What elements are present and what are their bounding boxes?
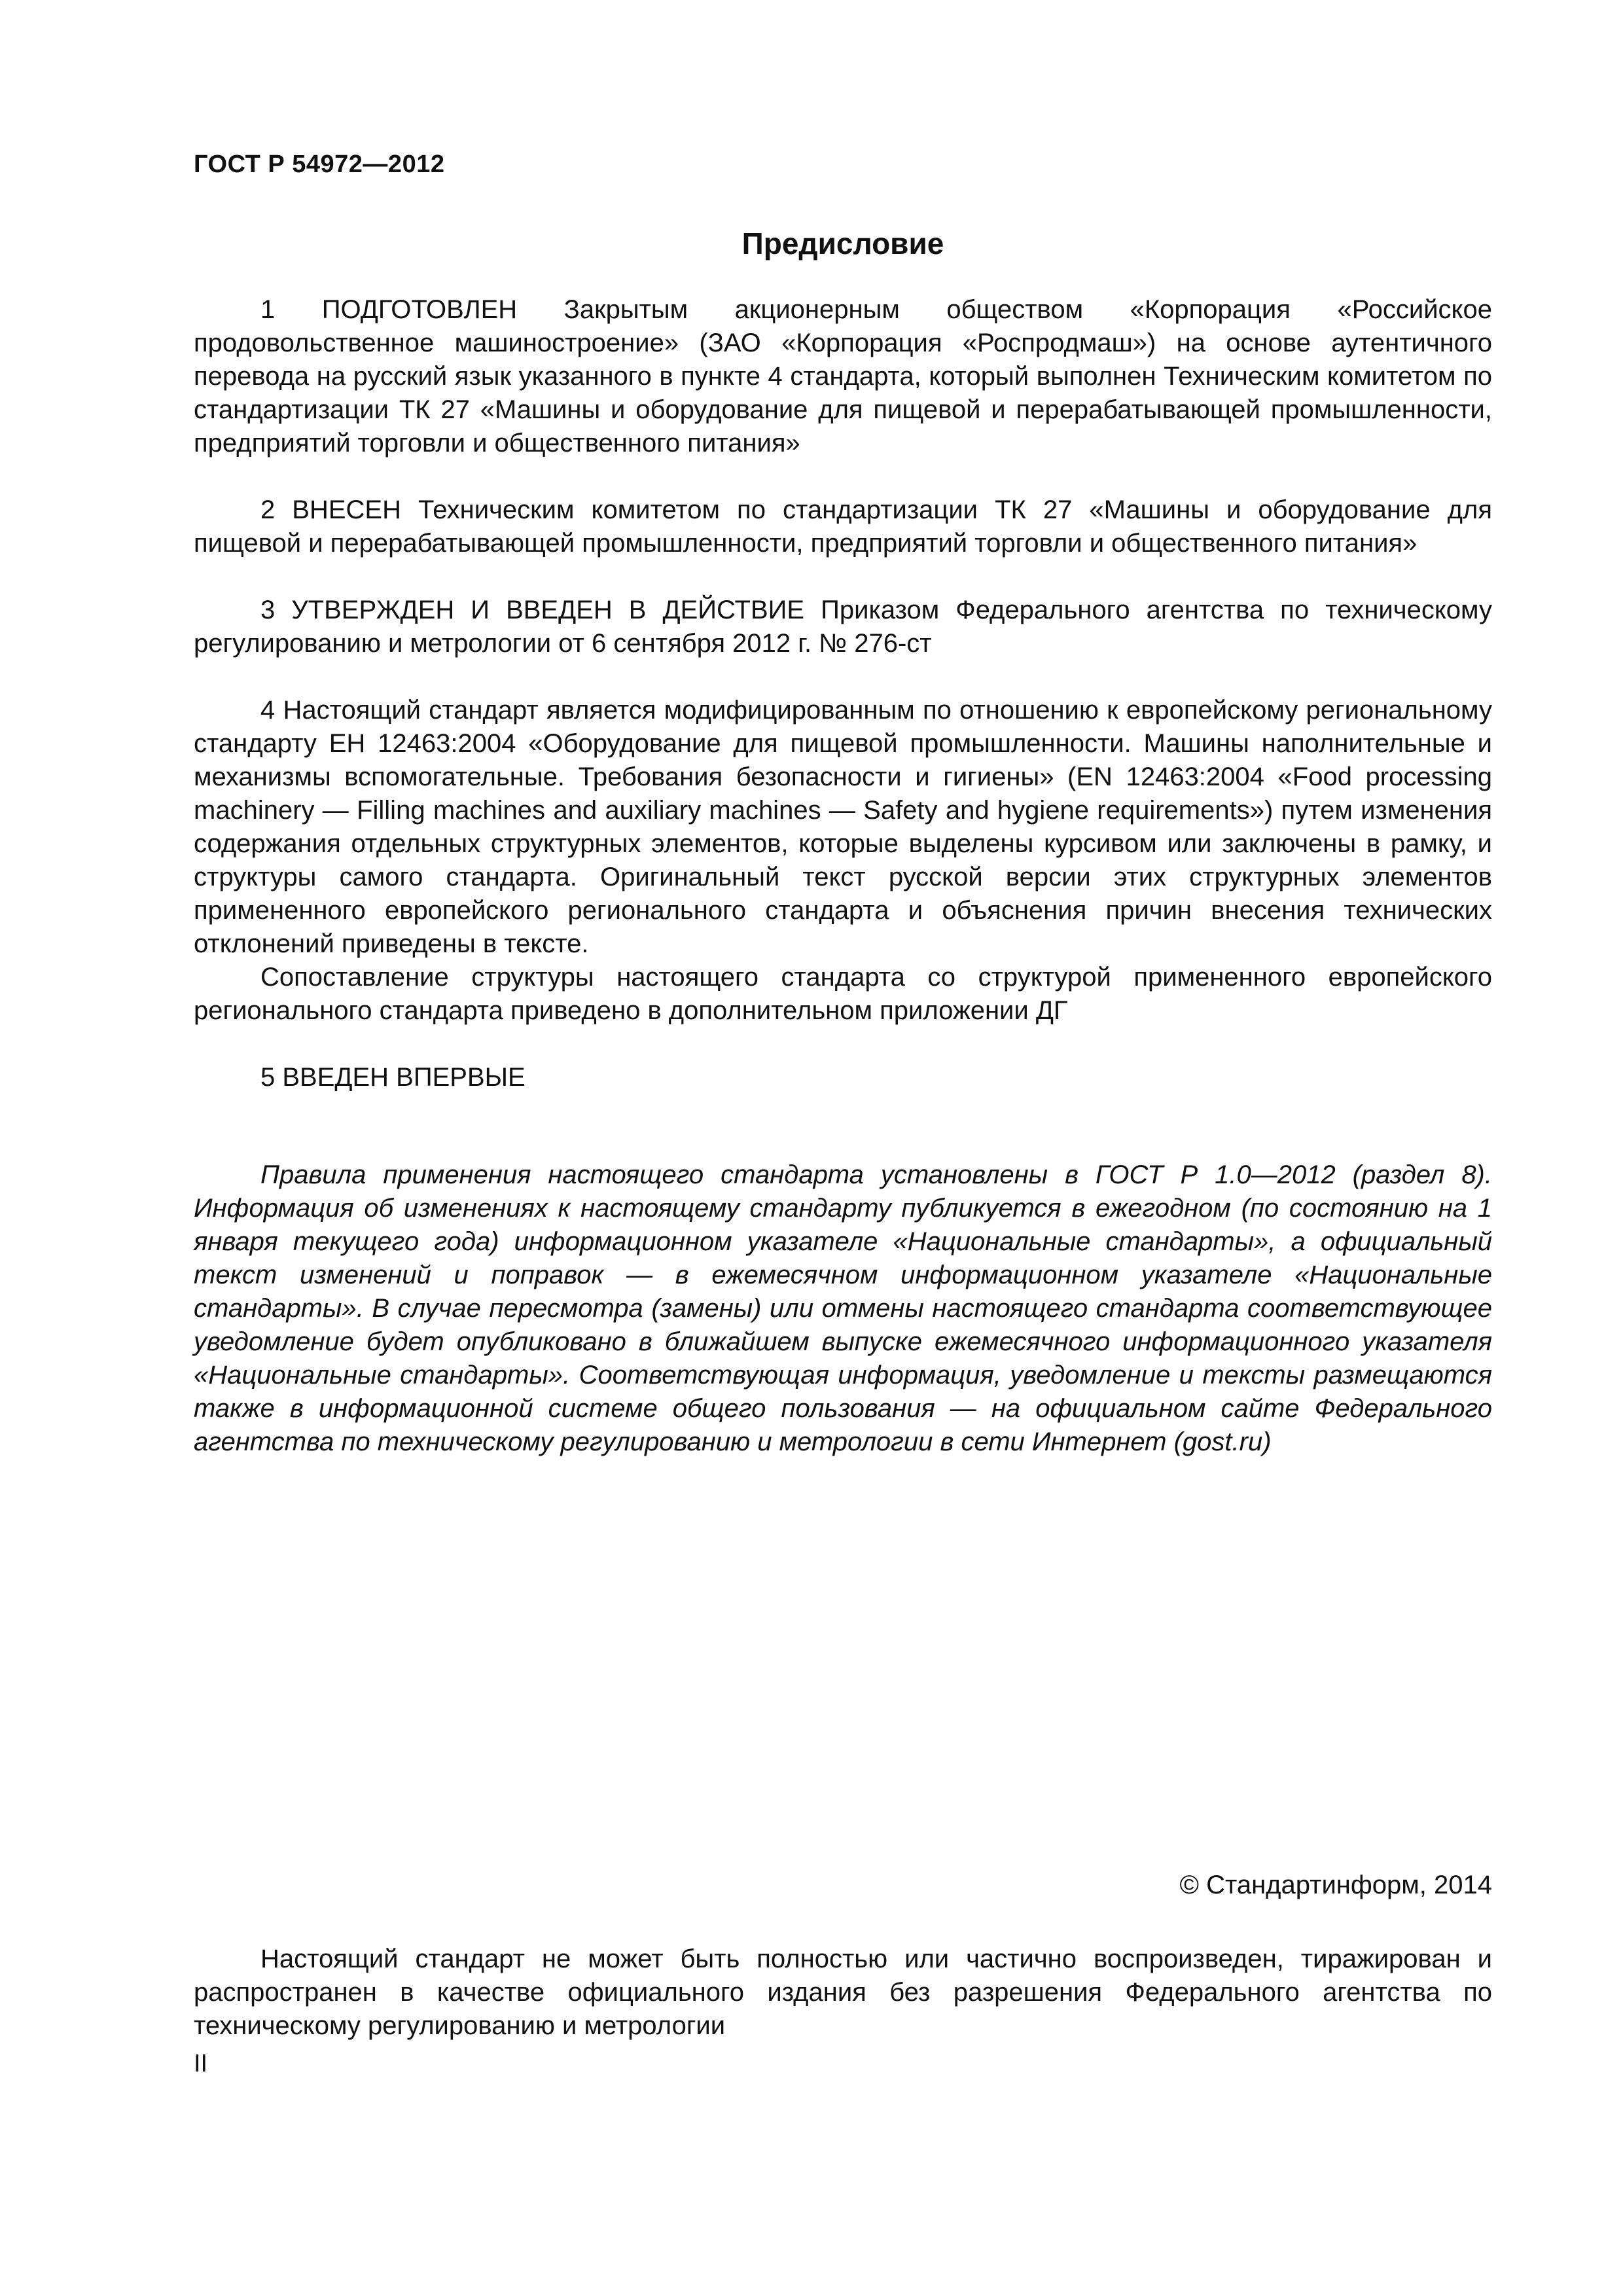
- page-title: Предисловие: [741, 226, 944, 260]
- preface-item-prepared: 1 ПОДГОТОВЛЕН Закрытым акционерным обществом «Корпорация «Российское продовольственное машиностроение» (ЗАО «Корпорация «Роспродмаш») на основе аутентичного перевода на русский язык указанного в пункте 4 стандарта, который выполнен Техническим комитетом по стандартизации ТК 27 «Машины и оборудование для пищевой и перерабатывающей промышленности, предприятий торговли и общественного питания»: [194, 295, 1492, 457]
- preface-item-first-introduced: 5 ВВЕДЕН ВПЕРВЫЕ: [260, 1063, 526, 1092]
- preface-item-modification: 4 Настоящий стандарт является модифицированным по отношению к европейскому региональному стандарту ЕН 12463:2004 «Оборудование для пищевой промышленности. Машины наполнительные и механизмы вспомогательные. Требования безопасности и гигиены» (EN 12463:2004 «Food processing machinery — Filling machines and auxiliary machines — Safety and hygiene requirements») путем изменения содержания отдельных структурных элементов, которые выделены курсивом или заключены в рамку, и структуры самого стандарта. Оригинальный текст русской версии этих структурных элементов примененного европейского регионального стандарта и объяснения причин внесения технических отклонений приведены в тексте.: [194, 696, 1492, 958]
- preface-item-structure-comparison: Сопоставление структуры настоящего стандарта со структурой примененного европейского регионального стандарта приведено в дополнительном приложении ДГ: [194, 963, 1492, 1025]
- preface-item-approved: 3 УТВЕРЖДЕН И ВВЕДЕН В ДЕЙСТВИЕ Приказом Федерального агентства по техническому регулированию и метрологии от 6 сентября 2012 г. № 276-ст: [194, 596, 1492, 658]
- preface-item-introduced: 2 ВНЕСЕН Техническим комитетом по стандартизации ТК 27 «Машины и оборудование для пищевой и перерабатывающей промышленности, предприятий торговли и общественного питания»: [194, 495, 1492, 558]
- preface-body: [194, 293, 1492, 1094]
- copyright-line: © Стандартинформ, 2014: [1179, 1871, 1492, 1899]
- application-rules-notice: Правила применения настоящего стандарта установлены в ГОСТ Р 1.0—2012 (раздел 8). Информация об изменениях к настоящему стандарту публикуется в ежегодном (по состоянию на 1 января текущего года) информационном указателе «Национальные стандарты», а официальный текст изменений и поправок — в ежемесячном информационном указателе «Национальные стандарты». В случае пересмотра (замены) или отмены настоящего стандарта соответствующее уведомление будет опубликовано в ближайшем выпуске ежемесячного информационного указателя «Национальные стандарты». Соответствующая информация, уведомление и тексты размещаются также в информационной системе общего пользования — на официальном сайте Федерального агентства по техническому регулированию и метрологии в сети Интернет (gost.ru): [194, 1160, 1492, 1456]
- reproduction-notice: Настоящий стандарт не может быть полностью или частично воспроизведен, тиражирован и распространен в качестве официального издания без разрешения Федерального агентства по техническому регулированию и метрологии: [194, 1945, 1492, 2040]
- standard-id-header: ГОСТ Р 54972—2012: [194, 151, 445, 178]
- page-number: II: [194, 2050, 208, 2077]
